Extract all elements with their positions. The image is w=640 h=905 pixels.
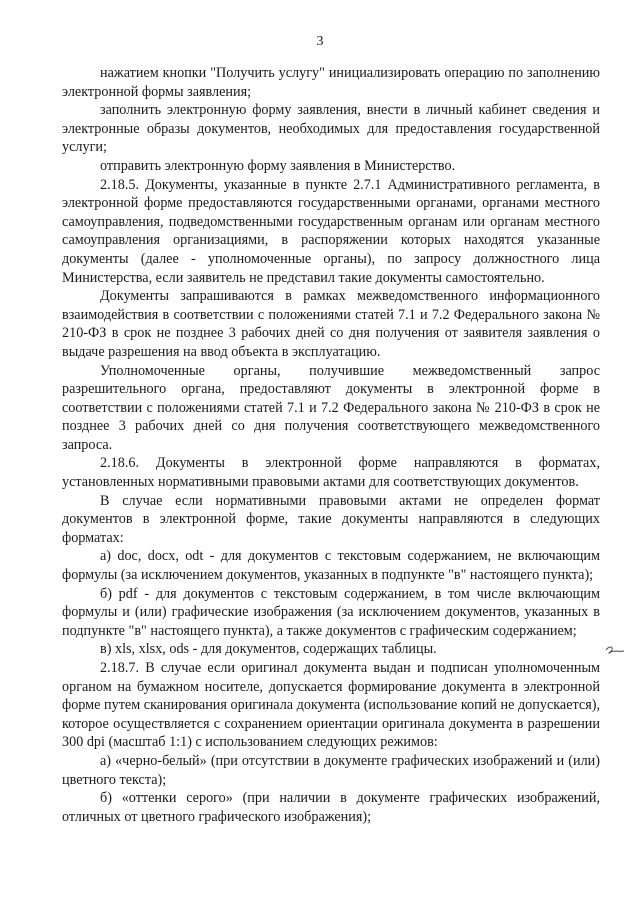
list-item: в) xls, xlsx, ods - для документов, содержащих таблицы.	[100, 641, 437, 658]
paragraph: нажатием кнопки "Получить услугу" инициализировать операцию по заполнению электронной формы заявления;	[62, 65, 600, 100]
list-item: а) doc, docx, odt - для документов с текстовым содержанием, не включающим формулы (за исключением документов, указанных в подпункте "в" настоящего пункта);	[62, 548, 600, 584]
paragraph: В случае если нормативными правовыми актами не определен формат документов в электронной форме, такие документы направляются в следующих форматах:	[62, 492, 600, 546]
paragraph: Документы запрашиваются в рамках межведомственного информационного взаимодействия в соответствии с положениями статей 7.1 и 7.2 Федерального закона № 210-ФЗ в срок не позднее 3 рабочих дней со дня получения от заявителя заявления о выдаче разрешения на ввод объекта в эксплуатацию.	[62, 288, 600, 360]
handwritten-mark-icon	[604, 644, 626, 656]
paragraph: 2.18.5. Документы, указанные в пункте 2.7.1 Административного регламента, в электронной форме предоставляются государственными органами, органами местного самоуправления, подведомственными государственным органам или органам местного самоуправления организациями, в распоряжении которых находятся указанные документы (далее - уполномоченные органы), по запросу должностного лица Министерства, если заявитель не представил такие документы самостоятельно.	[62, 176, 600, 286]
paragraph: заполнить электронную форму заявления, внести в личный кабинет сведения и электронные образы документов, необходимых для предоставления государственной услуги;	[62, 102, 600, 156]
body-text	[62, 64, 600, 826]
paragraph: 2.18.7. В случае если оригинал документа выдан и подписан уполномоченным органом на бумажном носителе, допускается формирование документа в электронной форме путем сканирования оригинала документа (использование копий не допускается), которое осуществляется с сохранением ориентации оригинала документа в разрешении 300 dpi (масштаб 1:1) с использованием следующих режимов:	[62, 660, 600, 751]
page-number: 3	[316, 34, 324, 49]
list-item: б) «оттенки серого» (при наличии в документе графических изображений, отличных от цветного графического изображения);	[62, 790, 600, 825]
list-item: б) pdf - для документов с текстовым содержанием, в том числе включающим формулы и (или) графические изображения (за исключением документов, указанных в подпункте "в" настоящего пункта), а также документов с графическим содержанием;	[62, 585, 600, 639]
paragraph: 2.18.6. Документы в электронной форме направляются в форматах, установленных нормативными правовыми актами для соответствующих документов.	[62, 455, 600, 491]
list-item: а) «черно-белый» (при отсутствии в документе графических изображений и (или) цветного текста);	[62, 752, 600, 788]
paragraph: отправить электронную форму заявления в Министерство.	[100, 157, 456, 174]
paragraph: Уполномоченные органы, получившие межведомственный запрос разрешительного органа, предоставляют документы в электронной форме в соответствии с положениями статей 7.1 и 7.2 Федерального закона № 210-ФЗ в срок не позднее 3 рабочих дней со дня получения соответствующего межведомственного запроса.	[62, 362, 600, 453]
